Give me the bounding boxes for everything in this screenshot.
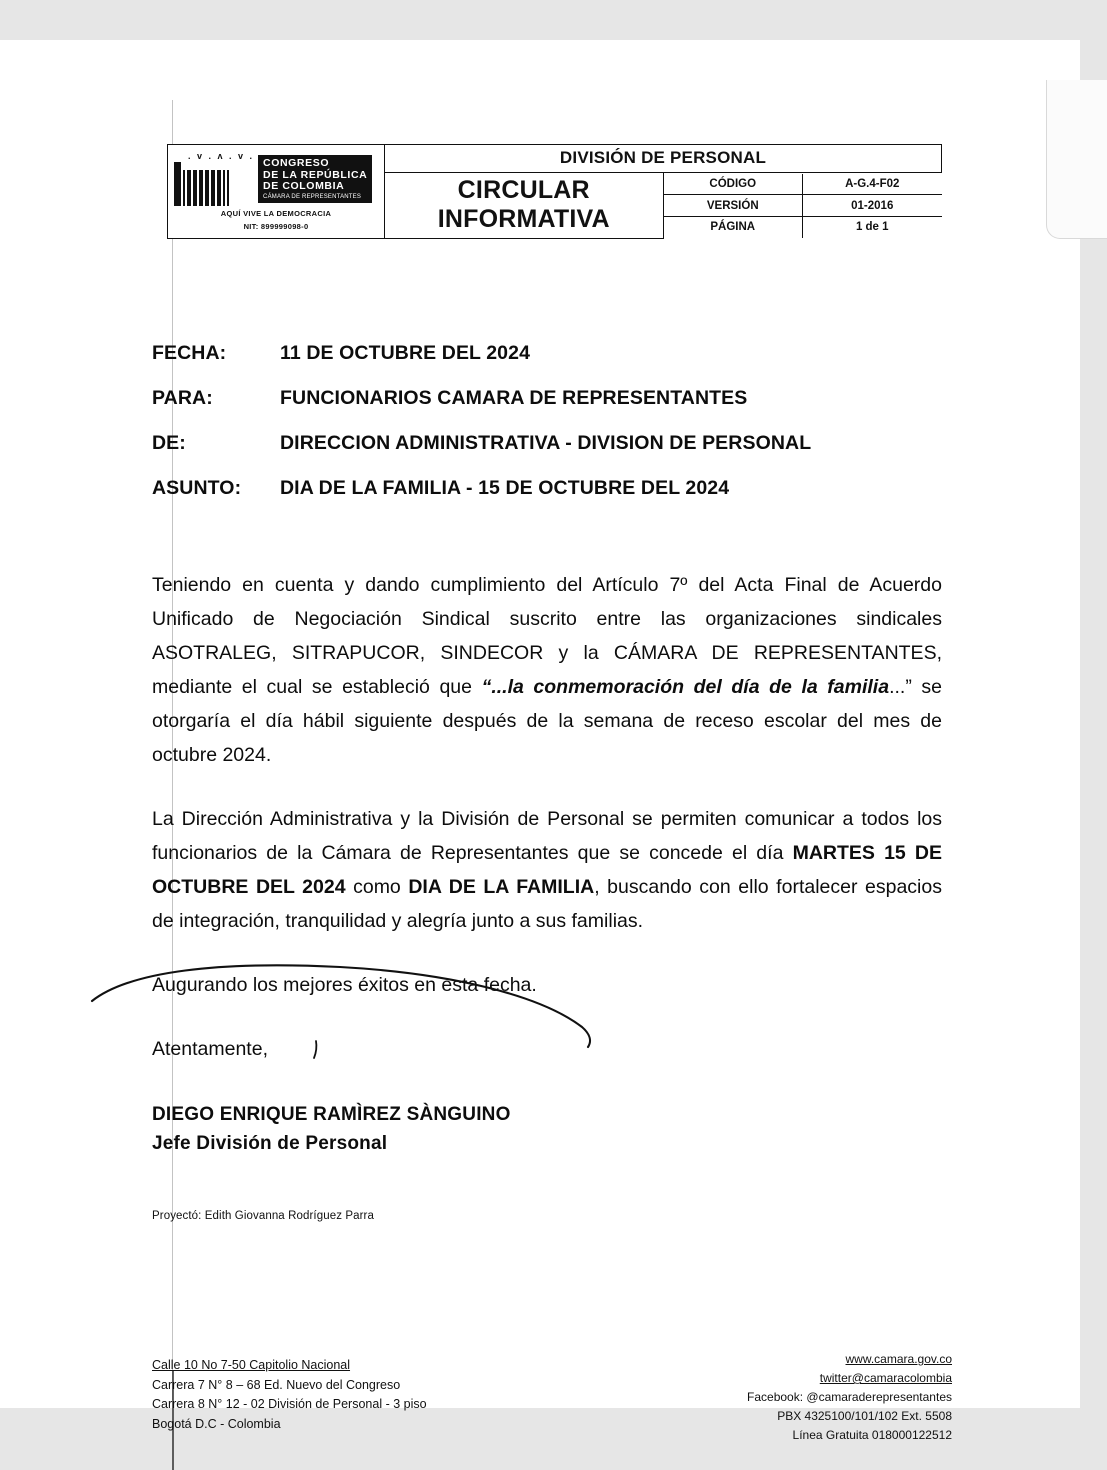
logo-line-4: CÁMARA DE REPRESENTANTES [263, 194, 362, 201]
p2-mid: como [345, 876, 409, 898]
footer-facebook: Facebook: @camaraderepresentantes [747, 1390, 952, 1404]
document-header-table [167, 144, 942, 239]
barcode-emblem [174, 152, 254, 206]
logo-nit: NIT: 899999098-0 [243, 222, 309, 231]
p1-quote-tail: ...” [889, 676, 912, 698]
meta-key-version: VERSIÓN [664, 195, 803, 217]
signer-name: DIEGO ENRIQUE RAMÌREZ SÀNGUINO [152, 1104, 511, 1125]
meta-row [664, 216, 942, 237]
closing-salutation: Atentamente, [152, 1038, 268, 1060]
footer-address-line-2: Carrera 7 N° 8 – 68 Ed. Nuevo del Congreso [152, 1377, 401, 1392]
logo-line-1: CONGRESO [263, 156, 330, 169]
meta-row [664, 195, 942, 217]
logo-line-2: DE LA REPÚBLICA [263, 168, 368, 181]
footer-address-line-4: Bogotá D.C - Colombia [152, 1416, 281, 1431]
meta-row [664, 174, 942, 195]
institution-logo-cell [168, 145, 385, 239]
logo-wrap [172, 152, 380, 206]
field-row-de [152, 432, 952, 455]
p1-quoted-phrase: “...la conmemoración del día de la familia [481, 676, 890, 698]
document-title: CIRCULAR INFORMATIVA [385, 172, 664, 238]
signer-block [152, 1100, 511, 1158]
top-gray-band [0, 0, 1080, 40]
field-value-para: FUNCIONARIOS CAMARA DE REPRESENTANTES [280, 387, 748, 409]
footer-pbx: PBX 4325100/101/102 Ext. 5508 [777, 1409, 952, 1423]
footer-tollfree: Línea Gratuita 018000122512 [792, 1428, 952, 1442]
field-value-fecha: 11 DE OCTUBRE DEL 2024 [280, 342, 531, 364]
field-value-de: DIRECCION ADMINISTRATIVA - DIVISION DE PERSONAL [280, 432, 812, 454]
body-paragraph-2 [152, 802, 942, 938]
p2-part-a: La Dirección Administrativa y la División de Personal se permiten comunicar a todos los funcionarios de la Cámara de Representantes que se concede el día [152, 808, 942, 864]
field-label-de: DE: [152, 432, 186, 454]
footer-address-line-1 [152, 1356, 427, 1376]
p1-part-a: Teniendo en cuenta y dando cumplimiento del Artículo 7º del Acta Final de Acuerdo Unificado de Negociación Sindical suscrito entre las organizaciones sindicales ASOTRALEG, SITRAPUCOR, SINDECOR y la CÁMARA DE REPRESENTANTES, mediante el cual se estableció que [152, 574, 942, 698]
field-value-asunto: DIA DE LA FAMILIA - 15 DE OCTUBRE DEL 2024 [280, 477, 730, 499]
meta-value-version: 01-2016 [803, 195, 942, 217]
p2-bold-event: DIA DE LA FAMILIA [408, 876, 595, 898]
document-meta-table [664, 174, 942, 238]
field-label-asunto: ASUNTO: [152, 477, 242, 499]
field-label-para: PARA: [152, 387, 213, 409]
footer-address-line-3: Carrera 8 N° 12 - 02 División de Personal - 3 piso [152, 1397, 427, 1411]
field-label-fecha: FECHA: [152, 342, 227, 364]
signer-title: Jefe División de Personal [152, 1133, 388, 1154]
footer-contact [747, 1350, 952, 1445]
division-title: DIVISIÓN DE PERSONAL [385, 145, 942, 173]
footer-website[interactable]: www.camara.gov.co [845, 1352, 952, 1366]
meta-key-pagina: PÁGINA [664, 216, 803, 237]
meta-key-codigo: CÓDIGO [664, 174, 803, 195]
body-paragraph-1 [152, 568, 942, 772]
footer-address-text-1: Calle 10 No 7-50 Capitolio Nacional [152, 1358, 351, 1372]
logo-line-3: DE COLOMBIA [263, 180, 345, 193]
prepared-by-note: Proyectó: Edith Giovanna Rodríguez Parra [152, 1210, 374, 1222]
logo-slogan: AQUÍ VIVE LA DEMOCRACIA [220, 208, 332, 218]
field-row-asunto [152, 477, 952, 500]
p1-part-b: se otorgaría el día hábil siguiente después de la semana de receso escolar del mes de octubre 2024. [152, 676, 942, 766]
emblem-dots: . v . ʌ . v . [188, 150, 255, 161]
meta-value-pagina: 1 de 1 [803, 216, 942, 237]
memo-body [152, 568, 942, 1066]
meta-value-codigo: A-G.4-F02 [803, 174, 942, 195]
document-page [0, 40, 1080, 1442]
footer-address [152, 1356, 427, 1434]
barcode-icon [174, 162, 254, 206]
document-meta-cell [663, 172, 942, 238]
scanned-sheet-edge [1046, 80, 1107, 239]
p2-part-b: , buscando con ello fortalecer espacios de integración, tranquilidad y alegría junto a sus familias. [152, 876, 942, 932]
field-row-para [152, 387, 952, 410]
field-row-fecha [152, 342, 952, 365]
memo-fields [152, 342, 952, 522]
footer-twitter[interactable]: twitter@camaracolombia [819, 1371, 952, 1385]
congreso-wordmark [258, 155, 372, 203]
body-paragraph-3: Augurando los mejores éxitos en esta fecha. [152, 974, 537, 996]
p2-bold-date: MARTES 15 DE OCTUBRE DEL 2024 [152, 842, 942, 898]
